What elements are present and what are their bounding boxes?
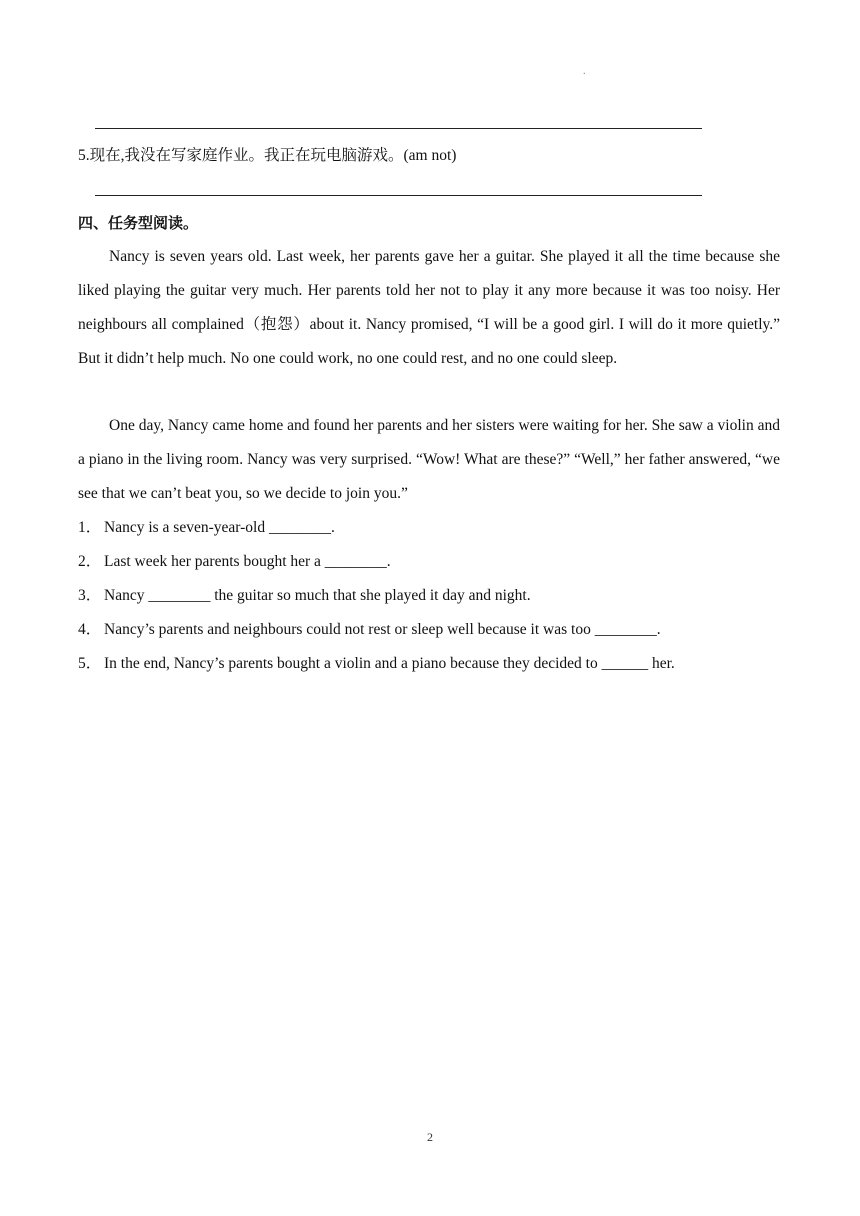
question-2: [78, 552, 391, 572]
answer-line-item-5: [95, 195, 702, 196]
question-text: In the end, Nancy’s parents bought a violin and a piano because they decided to ______ her.: [104, 655, 675, 672]
question-number: 1．: [78, 519, 102, 536]
header-dot-mark: .: [583, 66, 586, 77]
paragraph-text: One day, Nancy came home and found her parents and her sisters were waiting for her. She saw a violin and a piano in the living room. Nancy was very surprised. “Wow! What are these?” “Well,” her father answered, “we see that we can’t beat you, so we decide to join you.”: [78, 417, 780, 502]
question-1: [78, 518, 335, 538]
question-text: Nancy ________ the guitar so much that she played it day and night.: [104, 587, 531, 604]
passage-paragraph-1: [78, 240, 780, 376]
translation-item-5: 5.现在,我没在写家庭作业。我正在玩电脑游戏。(am not): [78, 147, 457, 164]
passage-paragraph-2: [78, 409, 780, 511]
paragraph-text: Nancy is seven years old. Last week, her parents gave her a guitar. She played it all the time because she liked playing the guitar very much. Her parents told her not to play it any more because it was too noisy. Her neighbours all complained（抱怨）about it. Nancy promised, “I will be a good girl. I will do it more quietly.” But it didn’t help much. No one could work, no one could rest, and no one could sleep.: [78, 248, 780, 367]
question-number: 2．: [78, 553, 102, 570]
section-heading: 四、任务型阅读。: [78, 214, 199, 232]
question-5: [78, 654, 675, 674]
question-text: Nancy’s parents and neighbours could not rest or sleep well because it was too ________.: [104, 621, 661, 638]
question-3: [78, 586, 531, 606]
answer-line-item-4: [95, 128, 702, 129]
question-number: 5．: [78, 655, 102, 672]
question-text: Last week her parents bought her a ________.: [104, 553, 391, 570]
page-number: 2: [427, 1130, 433, 1144]
question-4: [78, 620, 661, 640]
question-number: 4．: [78, 621, 102, 638]
question-text: Nancy is a seven-year-old ________.: [104, 519, 335, 536]
question-number: 3．: [78, 587, 102, 604]
